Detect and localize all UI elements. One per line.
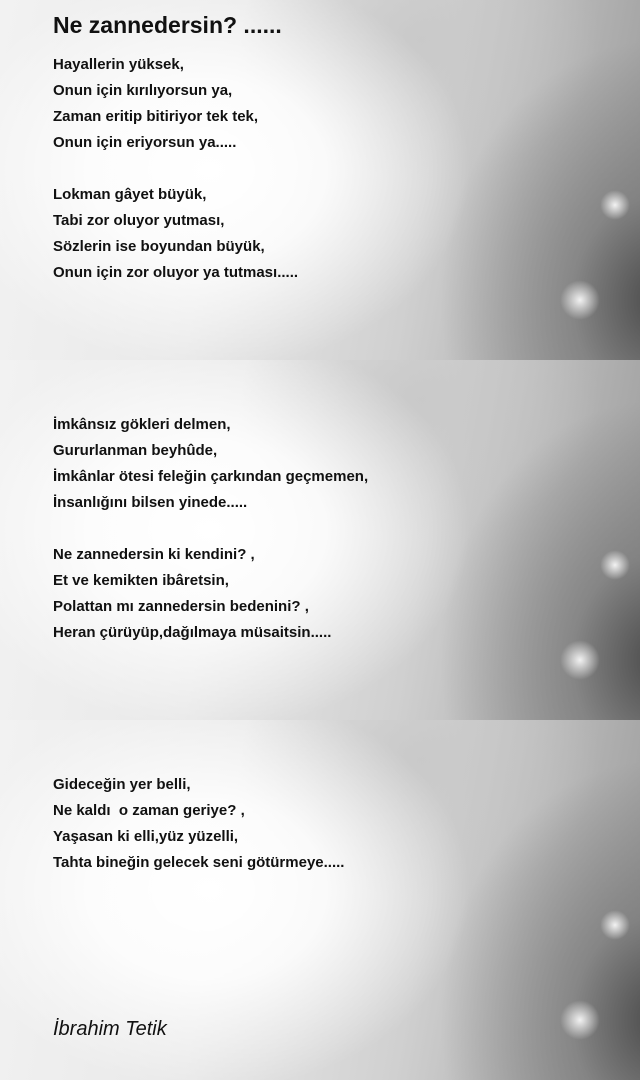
poem-line: Gururlanman beyhûde,: [53, 442, 218, 459]
poem-line: Tahta bineğin gelecek seni götürmeye.....: [53, 854, 345, 871]
poem-line: Hayallerin yüksek,: [53, 56, 184, 73]
bokeh-light: [600, 910, 630, 940]
stanza-5: [53, 772, 344, 876]
stanza-4: [53, 542, 331, 646]
poem-title: Ne zannedersin? ......: [53, 12, 282, 38]
poem-line: Onun için kırılıyorsun ya,: [53, 82, 233, 99]
poem-panel-2: [0, 360, 640, 720]
poem-line: Et ve kemikten ibâretsin,: [53, 572, 229, 589]
poem-line: İnsanlığını bilsen yinede.....: [53, 494, 248, 511]
poem-line: Heran çürüyüp,dağılmaya müsaitsin.....: [53, 624, 332, 641]
poem-line: Ne kaldı o zaman geriye? ,: [53, 802, 245, 819]
bokeh-light: [600, 550, 630, 580]
bokeh-light: [560, 1000, 600, 1040]
bokeh-light: [560, 280, 600, 320]
poem-author: İbrahim Tetik: [53, 1018, 167, 1040]
poem-line: Onun için zor oluyor ya tutması.....: [53, 264, 299, 281]
poem-line: Yaşasan ki elli,yüz yüzelli,: [53, 828, 239, 845]
poem-line: Zaman eritip bitiriyor tek tek,: [53, 108, 259, 125]
stanza-1: [53, 52, 258, 156]
poem-line: Tabi zor oluyor yutması,: [53, 212, 225, 229]
bokeh-light: [600, 190, 630, 220]
poem-line: Sözlerin ise boyundan büyük,: [53, 238, 265, 255]
stanza-3: [53, 412, 368, 516]
poem-panel-1: [0, 0, 640, 360]
poem-panel-3: [0, 720, 640, 1080]
poem-line: İmkânlar ötesi feleğin çarkından geçmemen,: [53, 468, 369, 485]
poem-line: Onun için eriyorsun ya.....: [53, 134, 237, 151]
poem-line: Polattan mı zannedersin bedenini? ,: [53, 598, 309, 615]
stanza-2: [53, 182, 298, 286]
bokeh-light: [560, 640, 600, 680]
poem-line: Lokman gâyet büyük,: [53, 186, 207, 203]
poem-line: Ne zannedersin ki kendini? ,: [53, 546, 255, 563]
poem-line: Gideceğin yer belli,: [53, 776, 191, 793]
poem-line: İmkânsız gökleri delmen,: [53, 416, 231, 433]
